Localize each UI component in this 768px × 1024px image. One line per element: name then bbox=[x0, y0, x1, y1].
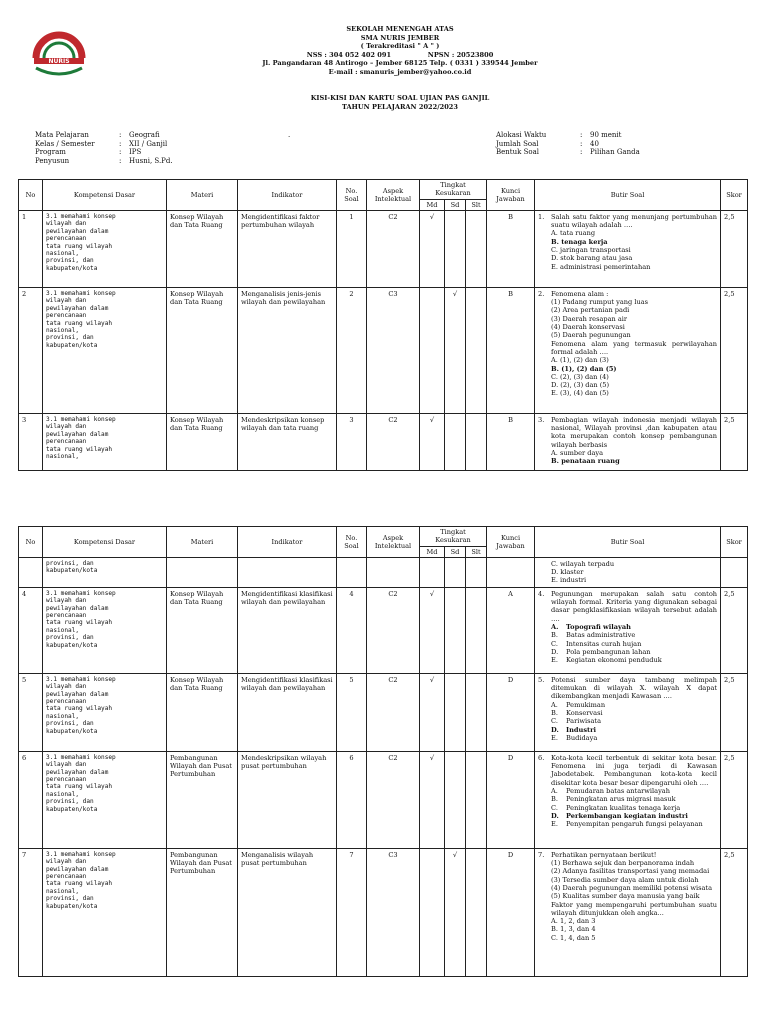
slt-cell bbox=[466, 413, 487, 470]
answer-option: C. 1, 4, dan 5 bbox=[551, 933, 596, 942]
answer-option: B. penataan ruang bbox=[551, 457, 620, 466]
md-cell: √ bbox=[420, 210, 445, 287]
kunci-cell: B bbox=[487, 413, 535, 470]
answer-option: A. Pemudaran batas antarwilayah bbox=[551, 786, 670, 795]
header-materi: Materi bbox=[167, 527, 238, 558]
no-cell: 4 bbox=[19, 587, 43, 673]
question-number: 7. bbox=[538, 850, 545, 859]
header-tingkat: Tingkat Kesukaran bbox=[420, 527, 487, 547]
indikator-cell: Menganalisis wilayah pusat pertumbuhan bbox=[238, 848, 337, 976]
question-line: (3) Tersedia sumber daya alam untuk diolah bbox=[551, 875, 699, 884]
answer-option: D. stok barang atau jasa bbox=[551, 254, 633, 263]
sd-cell bbox=[445, 751, 466, 848]
title-line-1: KISI-KISI DAN KARTU SOAL UJIAN PAS GANJIL bbox=[310, 94, 490, 102]
header-aspek: Aspek Intelektual bbox=[367, 180, 420, 211]
answer-option: A. Topografi wilayah bbox=[551, 622, 631, 631]
question-line: Fenomena alam : bbox=[551, 289, 609, 298]
kunci-cell: B bbox=[487, 287, 535, 413]
question-line: (3) Daerah resapan air bbox=[551, 314, 628, 323]
question-number: 6. bbox=[538, 753, 545, 762]
question-stem: Kota-kota kecil terbentuk di sekitar kota besar. Fenomena ini juga terjadi di Kawasan Jabodetabek. Pembangunan kota-kota kecil disekitar kota besar besar dipengaruhi oleh …. bbox=[551, 753, 718, 787]
no-soal-cell: 4 bbox=[337, 587, 367, 673]
aspek-cell: C2 bbox=[367, 413, 420, 470]
indikator-cell: Mengidentifikasi klasifikasi wilayah dan pewilayahan bbox=[238, 673, 337, 751]
answer-option: C. Intensitas curah hujan bbox=[551, 639, 642, 648]
no-soal-cell: 2 bbox=[337, 287, 367, 413]
table-row-continued bbox=[19, 557, 748, 587]
school-level: SEKOLAH MENENGAH ATAS bbox=[346, 25, 454, 33]
answer-option: B. Peningkatan arus migrasi masuk bbox=[551, 795, 676, 804]
answer-option: E. Kegiatan ekonomi penduduk bbox=[551, 656, 662, 665]
question-stem: Potensi sumber daya tambang melimpah ditemukan di wilayah X. wilayah X dapat dikembangkan menjadi Kawasan …. bbox=[551, 675, 718, 701]
indikator-cell: Menganalisis jenis-jenis wilayah dan pewilayahan bbox=[238, 287, 337, 413]
question-stem: Pegunungan merupakan salah satu contoh wilayah formal. Kriteria yang digunakan sebagai dasar pengklasifikasian wilayah tersebut adalah …. bbox=[551, 589, 718, 623]
kisi-kisi-table-page-2 bbox=[18, 526, 748, 977]
skor-cell: 2,5 bbox=[721, 673, 748, 751]
time-value: 90 menit bbox=[590, 131, 622, 139]
butir-cell bbox=[535, 673, 721, 751]
no-cell: 5 bbox=[19, 673, 43, 751]
skor-cell: 2,5 bbox=[721, 413, 748, 470]
header-kd: Kompetensi Dasar bbox=[43, 180, 167, 211]
aspek-cell: C2 bbox=[367, 210, 420, 287]
count-value: 40 bbox=[590, 139, 599, 148]
slt-cell bbox=[466, 287, 487, 413]
indikator-cell: Mengidentifikasi klasifikasi wilayah dan pewilayahan bbox=[238, 587, 337, 673]
question-stem: Faktor yang mempengaruhi pertumbuhan suatu wilayah ditunjukkan oleh angka... bbox=[551, 900, 718, 917]
no-cell: 2 bbox=[19, 287, 43, 413]
meta-right: Alokasi Waktu : 90 menit Jumlah Soal : 40 Bentuk Soal : Pilihan Ganda bbox=[496, 131, 640, 157]
table-row bbox=[19, 587, 748, 673]
md-cell: √ bbox=[420, 673, 445, 751]
indikator-cell: Mengidentifikasi faktor pertumbuhan wilayah bbox=[238, 210, 337, 287]
question-stem: Salah satu faktor yang menunjang pertumbuhan suatu wilayah adalah …. bbox=[551, 212, 718, 230]
question-line: (5) Daerah pegunungan bbox=[551, 331, 631, 340]
materi-cell: Konsep Wilayah dan Tata Ruang bbox=[167, 673, 238, 751]
slt-cell bbox=[466, 848, 487, 976]
materi-cell: Konsep Wilayah dan Tata Ruang bbox=[167, 287, 238, 413]
answer-option: C. Peningkatan kualitas tenaga kerja bbox=[551, 803, 681, 812]
answer-option: D. Pola pembangunan lahan bbox=[551, 647, 651, 656]
answer-option: D. (2), (3) dan (5) bbox=[551, 381, 610, 390]
header-indikator: Indikator bbox=[238, 527, 337, 558]
header-md: Md bbox=[420, 546, 445, 557]
header-slt: Slt bbox=[466, 199, 487, 210]
answer-option: A. sumber daya bbox=[551, 449, 604, 458]
table-row bbox=[19, 673, 748, 751]
aspek-cell: C3 bbox=[367, 848, 420, 976]
meta-dot: . bbox=[288, 131, 291, 139]
header-md: Md bbox=[420, 199, 445, 210]
answer-option: E. administrasi pemerintahan bbox=[551, 262, 651, 271]
header-sd: Sd bbox=[445, 546, 466, 557]
class-value: XII / Ganjil bbox=[129, 139, 168, 148]
kunci-cell: D bbox=[487, 751, 535, 848]
indikator-cell: Mendeskripsikan wilayah pusat pertumbuhan bbox=[238, 751, 337, 848]
email: E-mail : smanuris_jember@yahoo.co.id bbox=[328, 67, 472, 76]
header-no: No bbox=[19, 527, 43, 558]
author-value: Husni, S.Pd. bbox=[129, 157, 173, 166]
sd-cell: √ bbox=[445, 848, 466, 976]
answer-option: D. Industri bbox=[551, 725, 597, 734]
header-slt: Slt bbox=[466, 546, 487, 557]
md-cell: √ bbox=[420, 413, 445, 470]
header-skor: Skor bbox=[721, 180, 748, 211]
header-no: No bbox=[19, 180, 43, 211]
form-value: Pilihan Ganda bbox=[590, 148, 640, 157]
no-cell: 7 bbox=[19, 848, 43, 976]
kd-cell: provinsi, dan kabupaten/kota bbox=[43, 557, 167, 587]
md-cell: √ bbox=[420, 751, 445, 848]
sd-cell: √ bbox=[445, 287, 466, 413]
butir-cell bbox=[535, 287, 721, 413]
materi-cell: Konsep Wilayah dan Tata Ruang bbox=[167, 587, 238, 673]
table-row bbox=[19, 287, 748, 413]
materi-cell: Pembangunan Wilayah dan Pusat Pertumbuhan bbox=[167, 848, 238, 976]
butir-cell-continued: C. wilayah terpadu D. klaster E. industri bbox=[535, 557, 721, 587]
kunci-cell: A bbox=[487, 587, 535, 673]
no-cell: 1 bbox=[19, 210, 43, 287]
materi-cell: Pembangunan Wilayah dan Pusat Pertumbuhan bbox=[167, 751, 238, 848]
title-line-2: TAHUN PELAJARAN 2022/2023 bbox=[342, 102, 458, 111]
slt-cell bbox=[466, 751, 487, 848]
question-line: (5) Kualitas sumber daya manusia yang baik bbox=[551, 892, 700, 901]
subject-value: Geografi bbox=[129, 131, 160, 139]
skor-cell: 2,5 bbox=[721, 287, 748, 413]
materi-cell: Konsep Wilayah dan Tata Ruang bbox=[167, 413, 238, 470]
question-line: (2) Adanya fasilitas transportasi yang memadai bbox=[551, 867, 710, 876]
no-soal-cell: 3 bbox=[337, 413, 367, 470]
question-number: 1. bbox=[538, 212, 545, 221]
table-row bbox=[19, 413, 748, 470]
header-skor: Skor bbox=[721, 527, 748, 558]
answer-option: A. 1, 2, dan 3 bbox=[551, 917, 596, 926]
no-soal-cell: 5 bbox=[337, 673, 367, 751]
butir-cell bbox=[535, 210, 721, 287]
table-row bbox=[19, 210, 748, 287]
answer-option: D. Perkembangan kegiatan industri bbox=[551, 811, 688, 820]
aspek-cell: C2 bbox=[367, 587, 420, 673]
no-soal-cell: 6 bbox=[337, 751, 367, 848]
header-sd: Sd bbox=[445, 199, 466, 210]
question-line: (4) Daerah pegunungan memiliki potensi wisata bbox=[551, 883, 712, 892]
header-kd: Kompetensi Dasar bbox=[43, 527, 167, 558]
address: Jl. Pangandaran 48 Antirogo – Jember 68125 Telp. ( 0331 ) 339544 Jember bbox=[262, 59, 538, 68]
question-line: Perhatikan pernyataan berikut! bbox=[551, 850, 657, 859]
header-butir: Butir Soal bbox=[535, 527, 721, 558]
kd-cell: 3.1 memahami konsep wilayah dan pewilayahan dalam perencanaan tata ruang wilayah nasional, provinsi, dan kabupaten/kota bbox=[43, 210, 167, 287]
answer-option: C. jaringan transportasi bbox=[551, 246, 631, 255]
skor-cell: 2,5 bbox=[721, 210, 748, 287]
sd-cell bbox=[445, 413, 466, 470]
sd-cell bbox=[445, 673, 466, 751]
answer-option: E. Penyempitan pengaruh fungsi pelayanan bbox=[551, 820, 703, 829]
header-no-soal: No. Soal bbox=[337, 180, 367, 211]
letterhead bbox=[0, 0, 768, 90]
md-cell bbox=[420, 848, 445, 976]
question-number: 5. bbox=[538, 675, 545, 684]
butir-cell bbox=[535, 413, 721, 470]
answer-option: A. tata ruang bbox=[551, 229, 596, 238]
answer-option: E. (3), (4) dan (5) bbox=[551, 389, 609, 398]
kd-cell: 3.1 memahami konsep wilayah dan pewilayahan dalam perencanaan tata ruang wilayah nasional, provinsi, dan kabupaten/kota bbox=[43, 287, 167, 413]
question-line: (1) Padang rumput yang luas bbox=[551, 298, 649, 307]
kd-cell: 3.1 memahami konsep wilayah dan pewilayahan dalam perencanaan tata ruang wilayah nasional, provinsi, dan kabupaten/kota bbox=[43, 848, 167, 976]
question-line: (2) Area pertanian padi bbox=[551, 306, 630, 315]
kd-cell: 3.1 memahami konsep wilayah dan pewilayahan dalam perencanaan tata ruang wilayah nasional, provinsi, dan kabupaten/kota bbox=[43, 751, 167, 848]
question-stem: Pembagian wilayah indonesia menjadi wilayah nasional, Wilayah provinsi ,dan kabupaten atau kota merupakan contoh konsep pembangunan wilayah berbasis bbox=[551, 415, 718, 449]
nss-npsn: NSS : 304 052 402 091 NPSN : 20523800 bbox=[306, 50, 494, 59]
no-soal-cell: 7 bbox=[337, 848, 367, 976]
slt-cell bbox=[466, 673, 487, 751]
question-line: (4) Daerah konservasi bbox=[551, 323, 625, 332]
document-title bbox=[200, 94, 600, 111]
header-kunci: Kunci Jawaban bbox=[487, 527, 535, 558]
header-butir: Butir Soal bbox=[535, 180, 721, 211]
answer-option: A. Pemukiman bbox=[551, 700, 606, 709]
header-materi: Materi bbox=[167, 180, 238, 211]
answer-option: B. Batas administrative bbox=[551, 631, 636, 640]
answer-option: C. (2), (3) dan (4) bbox=[551, 372, 609, 381]
question-number: 2. bbox=[538, 289, 545, 298]
table-row bbox=[19, 848, 748, 976]
school-name: SMA NURIS JEMBER bbox=[360, 33, 440, 42]
answer-option: B. 1, 3, dan 4 bbox=[551, 925, 596, 934]
md-cell bbox=[420, 287, 445, 413]
answer-option: A. (1), (2) dan (3) bbox=[551, 356, 609, 365]
header-no-soal: No. Soal bbox=[337, 527, 367, 558]
butir-cell bbox=[535, 587, 721, 673]
materi-cell: Konsep Wilayah dan Tata Ruang bbox=[167, 210, 238, 287]
kunci-cell: D bbox=[487, 848, 535, 976]
header-aspek: Aspek Intelektual bbox=[367, 527, 420, 558]
butir-cell bbox=[535, 751, 721, 848]
answer-option: B. (1), (2) dan (5) bbox=[551, 364, 617, 373]
kisi-kisi-table-page-1 bbox=[18, 179, 748, 471]
kunci-cell: B bbox=[487, 210, 535, 287]
accreditation: ( Terakreditasi " A " ) bbox=[360, 42, 440, 51]
slt-cell bbox=[466, 587, 487, 673]
no-soal-cell: 1 bbox=[337, 210, 367, 287]
kunci-cell: D bbox=[487, 673, 535, 751]
meta-left: Mata Pelajaran : Geografi Kelas / Semester : XII / Ganjil Program : IPS Penyusun : Husni, S.Pd. bbox=[35, 131, 173, 166]
aspek-cell: C3 bbox=[367, 287, 420, 413]
kd-cell: 3.1 memahami konsep wilayah dan pewilayahan dalam perencanaan tata ruang wilayah nasional, provinsi, dan kabupaten/kota bbox=[43, 673, 167, 751]
skor-cell: 2,5 bbox=[721, 848, 748, 976]
indikator-cell: Mendeskripsikan konsep wilayah dan tata ruang bbox=[238, 413, 337, 470]
header-tingkat: Tingkat Kesukaran bbox=[420, 180, 487, 200]
question-line: (1) Berhawa sejuk dan berpanorama indah bbox=[551, 859, 695, 868]
answer-option: B. Konservasi bbox=[551, 708, 603, 717]
logo-text: NURIS bbox=[48, 58, 70, 65]
question-stem: Fenomena alam yang termasuk perwilayahan formal adalah …. bbox=[551, 339, 718, 356]
aspek-cell: C2 bbox=[367, 673, 420, 751]
answer-option: C. Pariwisata bbox=[551, 717, 602, 726]
header-kunci: Kunci Jawaban bbox=[487, 180, 535, 211]
no-cell: 3 bbox=[19, 413, 43, 470]
md-cell: √ bbox=[420, 587, 445, 673]
slt-cell bbox=[466, 210, 487, 287]
sd-cell bbox=[445, 587, 466, 673]
answer-option: B. tenaga kerja bbox=[551, 237, 608, 246]
school-identity bbox=[200, 25, 600, 77]
answer-option: E. Budidaya bbox=[551, 733, 598, 742]
kd-cell: 3.1 memahami konsep wilayah dan pewilayahan dalam perencanaan tata ruang wilayah nasional, bbox=[43, 413, 167, 470]
sd-cell bbox=[445, 210, 466, 287]
question-number: 4. bbox=[538, 589, 545, 598]
butir-cell bbox=[535, 848, 721, 976]
kd-cell: 3.1 memahami konsep wilayah dan pewilayahan dalam perencanaan tata ruang wilayah nasional, provinsi, dan kabupaten/kota bbox=[43, 587, 167, 673]
school-logo-icon bbox=[30, 28, 88, 80]
skor-cell: 2,5 bbox=[721, 751, 748, 848]
no-cell: 6 bbox=[19, 751, 43, 848]
table-row bbox=[19, 751, 748, 848]
aspek-cell: C2 bbox=[367, 751, 420, 848]
question-number: 3. bbox=[538, 415, 545, 424]
skor-cell: 2,5 bbox=[721, 587, 748, 673]
program-value: IPS bbox=[129, 148, 142, 157]
header-indikator: Indikator bbox=[238, 180, 337, 211]
